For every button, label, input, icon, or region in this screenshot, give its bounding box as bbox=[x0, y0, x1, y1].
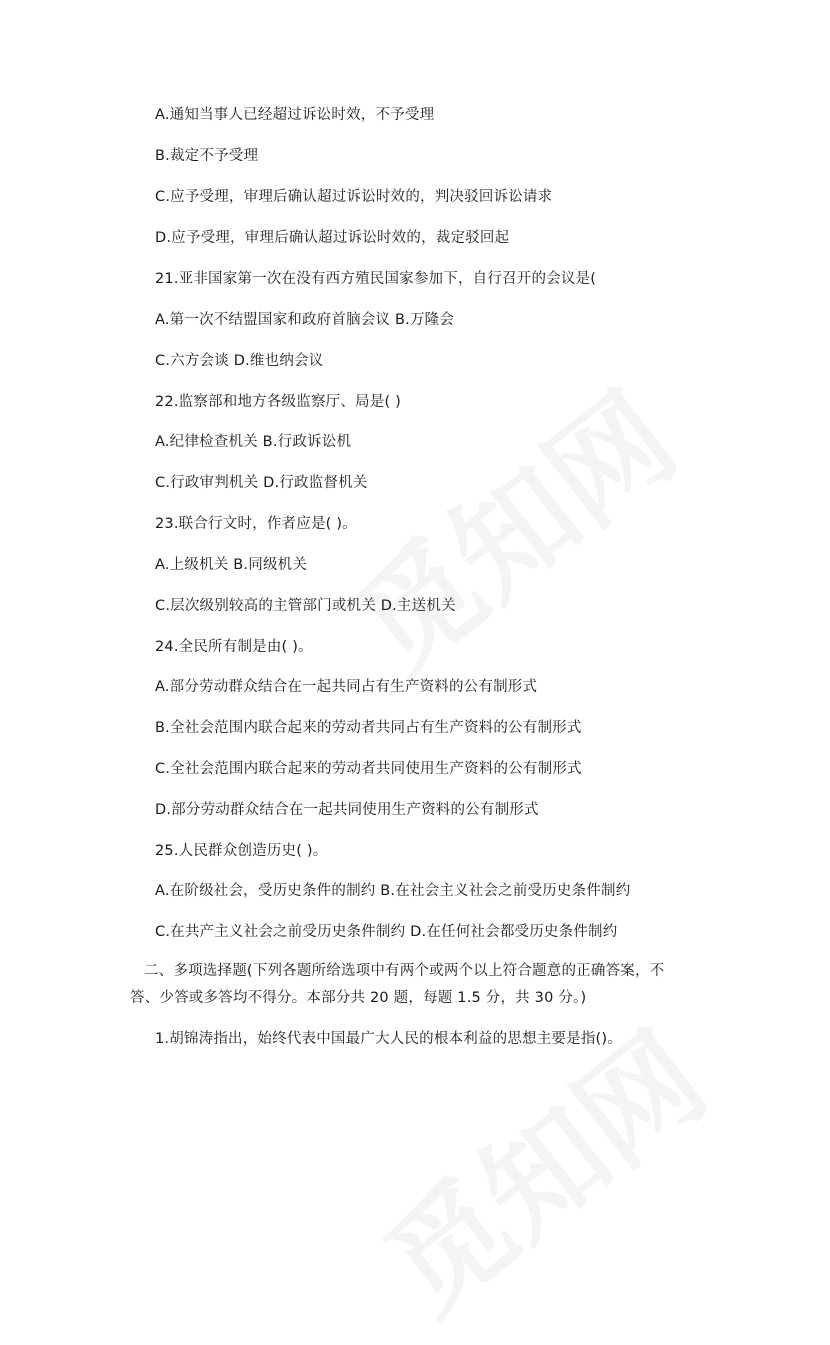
option-line: A.通知当事人已经超过诉讼时效，不予受理 bbox=[155, 107, 435, 123]
option-line: C.六方会谈 D.维也纳会议 bbox=[155, 353, 324, 369]
question-line: 24.全民所有制是由( )。 bbox=[155, 639, 313, 655]
question-line: 1.胡锦涛指出，始终代表中国最广大人民的根本利益的思想主要是指()。 bbox=[155, 1031, 622, 1047]
section-heading: 二、多项选择题(下列各题所给选项中有两个或两个以上符合题意的正确答案，不答、少答或多答均不得分。本部分共 20 题，每题 1.5 分，共 30 分。) bbox=[130, 963, 665, 1006]
option-line: D.部分劳动群众结合在一起共同使用生产资料的公有制形式 bbox=[155, 802, 539, 818]
option-line: A.上级机关 B.同级机关 bbox=[155, 557, 308, 573]
option-line: A.纪律检查机关 B.行政诉讼机 bbox=[155, 434, 352, 450]
question-line: 21.亚非国家第一次在没有西方殖民国家参加下，自行召开的会议是( bbox=[155, 271, 597, 287]
option-line: C.行政审判机关 D.行政监督机关 bbox=[155, 475, 368, 491]
option-line: A.在阶级社会，受历史条件的制约 B.在社会主义社会之前受历史条件制约 bbox=[155, 883, 631, 899]
option-line: C.全社会范围内联合起来的劳动者共同使用生产资料的公有制形式 bbox=[155, 761, 582, 777]
option-line: C.在共产主义社会之前受历史条件制约 D.在任何社会都受历史条件制约 bbox=[155, 924, 618, 940]
option-line: B.全社会范围内联合起来的劳动者共同占有生产资料的公有制形式 bbox=[155, 720, 582, 736]
option-line: B.裁定不予受理 bbox=[155, 148, 259, 164]
question-line: 22.监察部和地方各级监察厅、局是( ) bbox=[155, 394, 401, 410]
option-line: A.第一次不结盟国家和政府首脑会议 B.万隆会 bbox=[155, 312, 455, 328]
option-line: C.应予受理，审理后确认超过诉讼时效的，判决驳回诉讼请求 bbox=[155, 189, 553, 205]
question-line: 23.联合行文时，作者应是( )。 bbox=[155, 516, 357, 532]
option-line: D.应予受理，审理后确认超过诉讼时效的，裁定驳回起 bbox=[155, 230, 510, 246]
option-line: C.层次级别较高的主管部门或机关 D.主送机关 bbox=[155, 598, 456, 614]
question-line: 25.人民群众创造历史( )。 bbox=[155, 843, 328, 859]
option-line: A.部分劳动群众结合在一起共同占有生产资料的公有制形式 bbox=[155, 679, 538, 695]
